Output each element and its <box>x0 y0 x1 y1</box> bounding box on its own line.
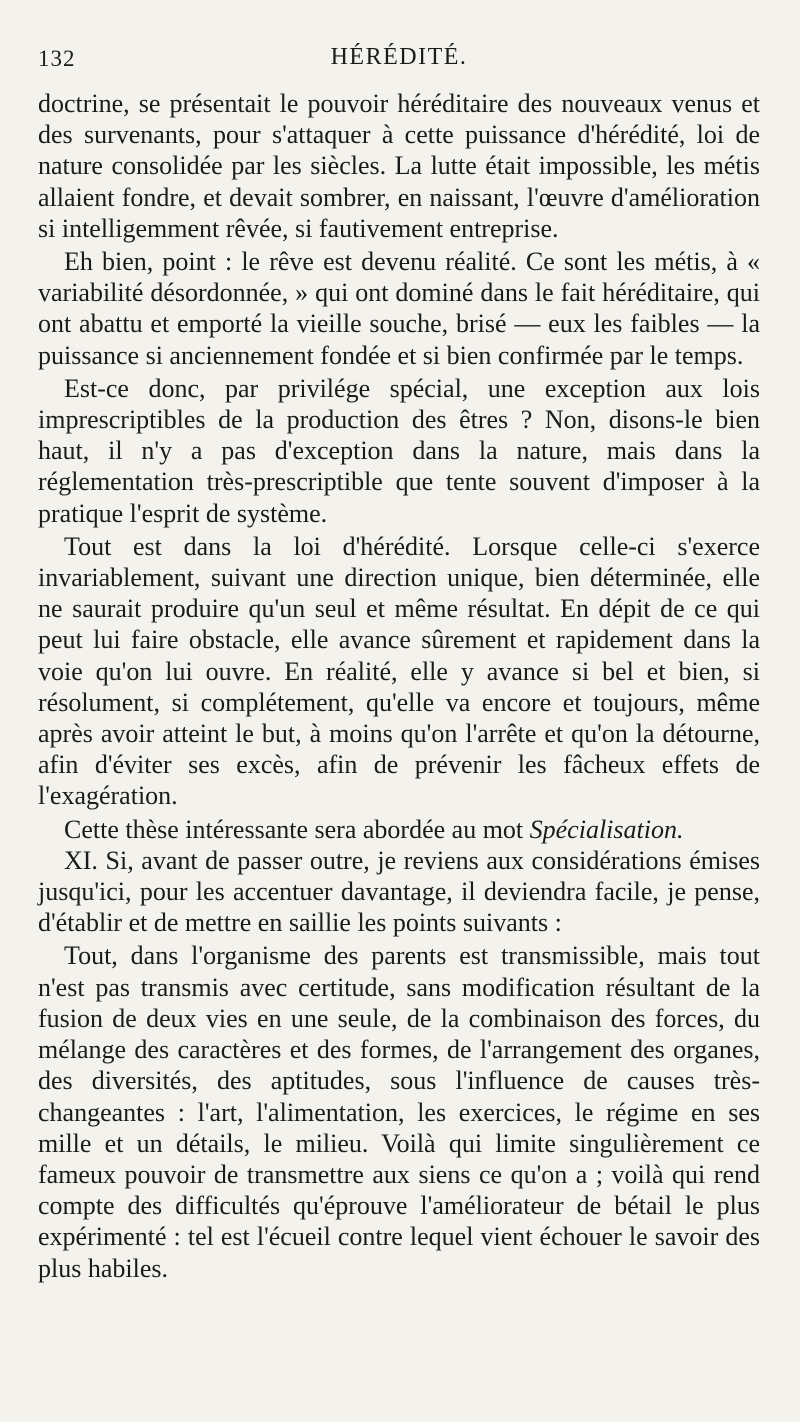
paragraph: Tout, dans l'organisme des parents est transmissible, mais tout n'est pas transmis avec certitude, sans modification résultant de la fusion de deux vies en une seule, de la combinaison des forces, du mélange des caractères et des formes, de l'arrangement des organes, des diversités, des aptitudes, sous l'influence de causes très-changeantes : l'art, l'alimentation, les exercices, le régime en ses mille et un détails, le milieu. Voilà qui limite singulièrement ce fameux pouvoir de transmettre aux siens ce qu'on a ; voilà qui rend compte des difficultés qu'éprouve l'améliorateur de bétail le plus expérimenté : tel est l'écueil contre lequel vient échouer le savoir des plus habiles. <box>38 941 760 1283</box>
running-head <box>38 30 760 88</box>
paragraph-continued: doctrine, se présentait le pouvoir héréditaire des nouveaux venus et des survenants, pour s'attaquer à cette puissance d'hérédité, loi de nature consolidée par les siècles. La lutte était impossible, les métis allaient fondre, et devait sombrer, en naissant, l'œuvre d'amélioration si intelligemment rêvée, si fautivement entreprise. <box>38 89 760 243</box>
paragraph-cross-reference <box>38 814 760 845</box>
page-number: 132 <box>38 46 76 71</box>
paragraph: Est-ce donc, par privilége spécial, une exception aux lois imprescriptibles de la production des êtres ? Non, disons-le bien haut, il n'y a pas d'exception dans la nature, mais dans la réglementation très-prescriptible que tente souvent d'imposer à la pratique l'esprit de système. <box>38 373 760 528</box>
paragraph: Eh bien, point : le rêve est devenu réalité. Ce sont les métis, à « variabilité désordonnée, » qui ont dominé dans le fait héréditaire, qui ont abattu et emporté la vieille souche, brisé — eux les faibles — la puissance si anciennement fondée et si bien confirmée par le temps. <box>38 247 760 370</box>
paragraph: Tout est dans la loi d'hérédité. Lorsque celle-ci s'exerce invariablement, suivant une direction unique, bien déterminée, elle ne saurait produire qu'un seul et même résultat. En dépit de ce qui peut lui faire obstacle, elle avance sûrement et rapidement dans la voie qu'on lui ouvre. En réalité, elle y avance si bel et bien, si résolument, si complétement, qu'elle va encore et toujours, même après avoir atteint le but, à moins qu'on l'arrête et qu'on la détourne, afin d'éviter ses excès, afin de prévenir les fâcheux effets de l'exagération. <box>38 531 760 811</box>
cross-reference-term: Spécialisation. <box>529 814 684 844</box>
section-xi-paragraph: XI. Si, avant de passer outre, je reviens aux considérations émises jusqu'ici, pour les accentuer davantage, il deviendra facile, je pense, d'établir et de mettre en saillie les points suivants : <box>38 845 760 938</box>
running-title: HÉRÉDITÉ. <box>330 44 468 70</box>
cross-reference-text: Cette thèse intéressante sera abordée au mot <box>64 814 530 844</box>
body-text <box>38 88 760 1284</box>
